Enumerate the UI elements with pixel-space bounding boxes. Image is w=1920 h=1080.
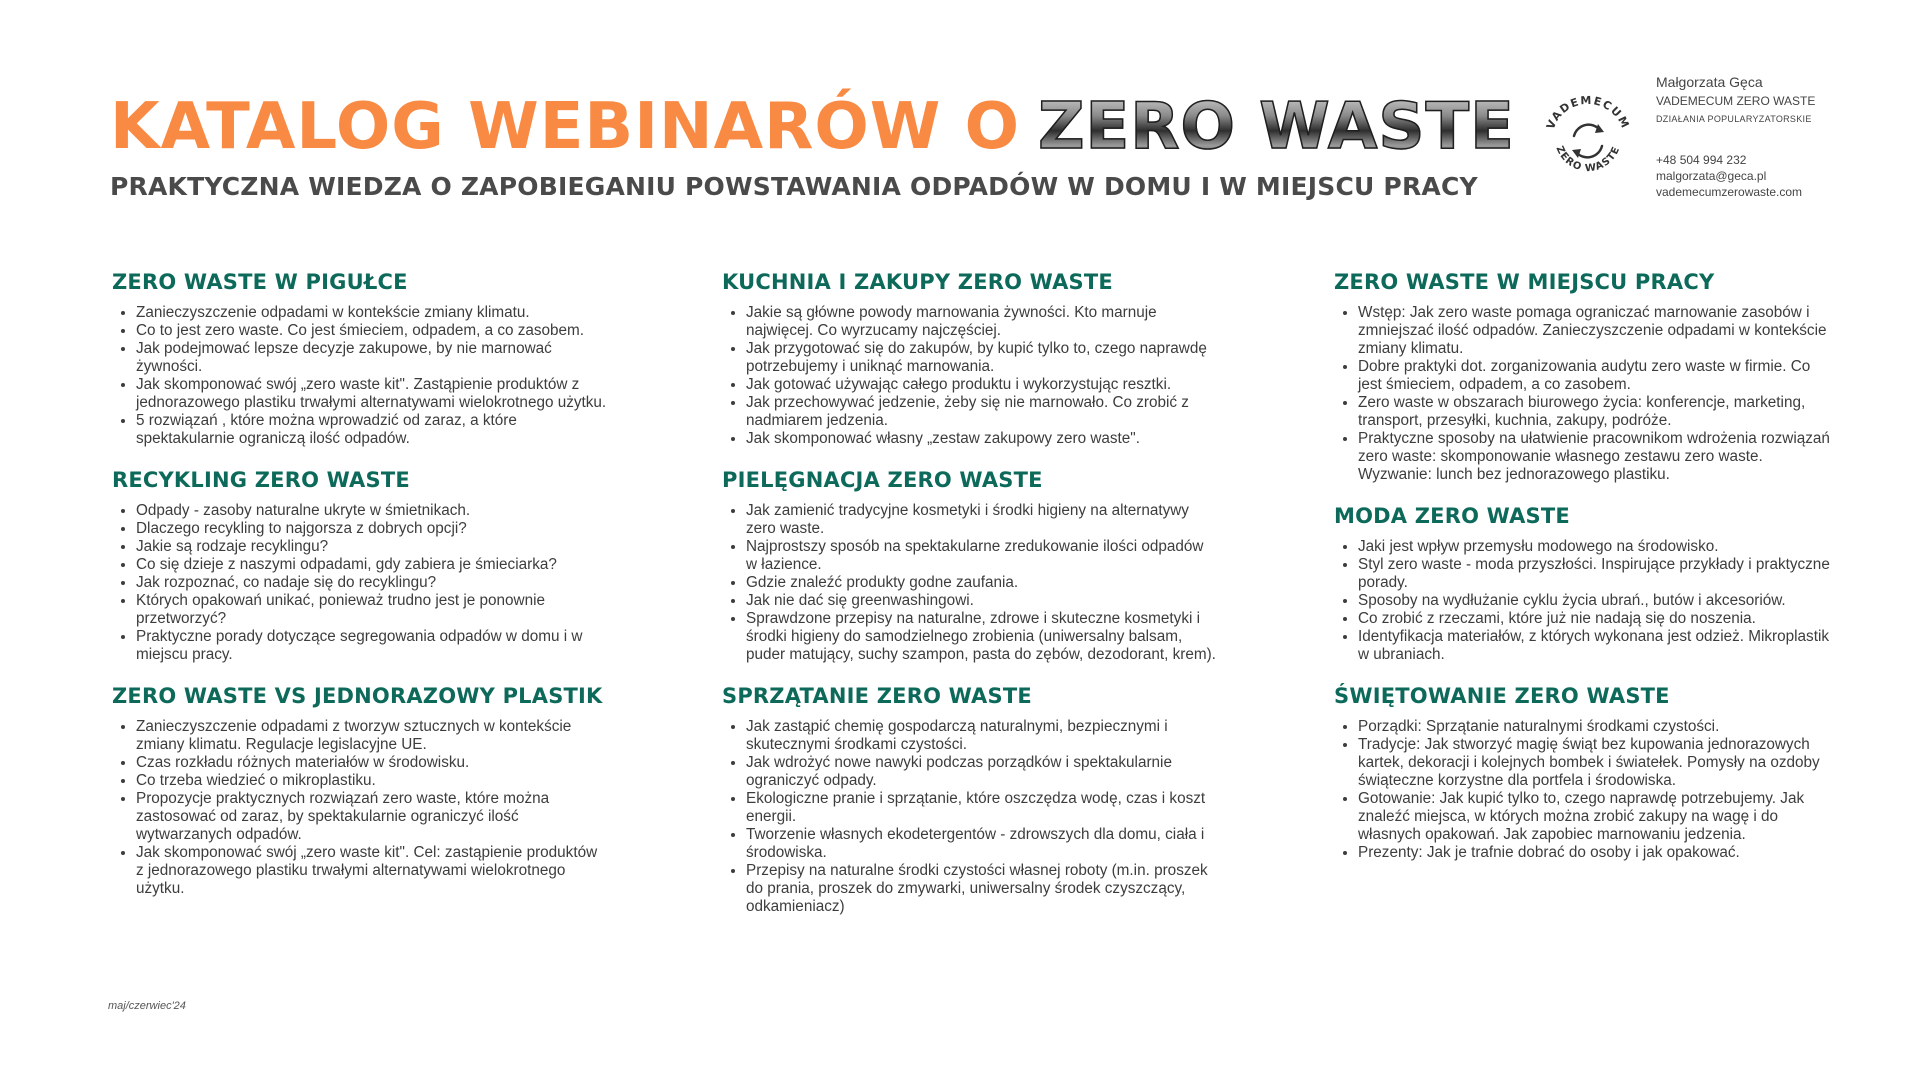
section-list [718,718,1218,916]
list-item: • Gotowanie: Jak kupić tylko to, czego naprawdę potrzebujemy. Jak znaleźć miejsca, w których można zrobić zakupy na wagę i do własnych opakowań. Jak zapobiec marnowaniu jedzenia. [1358,790,1830,844]
contact-website[interactable]: vademecumzerowaste.com [1656,185,1803,199]
section-list [108,304,608,448]
list-item: • Wstęp: Jak zero waste pomaga ograniczać marnowanie zasobów i zmniejszać ilość odpadów. Zanieczyszczenie odpadami w kontekście zmiany klimatu. [1358,304,1830,358]
section-heading: ZERO WASTE W MIEJSCU PRACY [1334,270,1715,294]
contact-email[interactable]: malgorzata@geca.pl [1656,169,1767,183]
page-header [110,90,1515,201]
list-item: • Styl zero waste - moda przyszłości. Inspirujące przykłady i praktyczne porady. [1358,556,1830,592]
section-heading: ZERO WASTE W PIGUŁCE [112,270,408,294]
section-list [1330,538,1830,664]
list-item: • Praktyczne sposoby na ułatwienie pracownikom wdrożenia rozwiązań zero waste: skomponowanie własnego zestawu zero waste. Wyzwanie: lunch bez jednorazowego plastiku. [1358,430,1830,484]
section-moda [1330,504,1830,664]
list-item: • Co się dzieje z naszymi odpadami, gdy zabiera je śmieciarka? [136,556,608,574]
list-item: • Jak rozpoznać, co nadaje się do recyklingu? [136,574,608,592]
list-item: • Zanieczyszczenie odpadami w kontekście zmiany klimatu. [136,304,608,322]
list-item: • Dlaczego recykling to najgorsza z dobrych opcji? [136,520,608,538]
section-list [718,304,1218,448]
section-heading: PIELĘGNACJA ZERO WASTE [722,468,1043,492]
section-pielegnacja [718,468,1218,664]
list-item: • Jaki jest wpływ przemysłu modowego na środowisko. [1358,538,1830,556]
list-item: • Sprawdzone przepisy na naturalne, zdrowe i skuteczne kosmetyki i środki higieny do samodzielnego zrobienia (uniwersalny balsam, puder matujący, suchy szampon, pasta do zębów, dezodorant, krem). [746,610,1218,664]
list-item: • Jak skomponować własny „zestaw zakupowy zero waste". [746,430,1218,448]
contact-org: VADEMECUM ZERO WASTE [1656,94,1816,108]
section-list [718,502,1218,664]
list-item: • Jak nie dać się greenwashingowi. [746,592,1218,610]
list-item: • Jak skomponować swój „zero waste kit". Cel: zastąpienie produktów z jednorazowego plastiku trwałymi alternatywami wielokrotnego użytku. [136,844,608,898]
list-item: • Tworzenie własnych ekodetergentów - zdrowszych dla domu, ciała i środowiska. [746,826,1218,862]
section-heading: ZERO WASTE VS JEDNORAZOWY PLASTIK [112,684,603,708]
list-item: • Jak przygotować się do zakupów, by kupić tylko to, czego naprawdę potrzebujemy i uniknąć marnowania. [746,340,1218,376]
page-subtitle: PRAKTYCZNA WIEDZA O ZAPOBIEGANIU POWSTAWANIA ODPADÓW W DOMU I W MIEJSCU PRACY [110,172,1478,201]
section-list [108,502,608,664]
section-sprzatanie [718,684,1218,916]
section-heading: MODA ZERO WASTE [1334,504,1570,528]
section-zero-waste-w-pigulce [108,270,608,448]
page-title [110,90,1515,164]
section-list [108,718,608,898]
section-list [1330,304,1830,484]
section-kuchnia-i-zakupy [718,270,1218,448]
recycle-arrows-icon [1572,124,1604,158]
list-item: • Praktyczne porady dotyczące segregowania odpadów w domu i w miejscu pracy. [136,628,608,664]
list-item: • Których opakowań unikać, ponieważ trudno jest je ponownie przetworzyć? [136,592,608,628]
list-item: • Tradycje: Jak stworzyć magię świąt bez kupowania jednorazowych kartek, dekoracji i kolejnych bombek i światełek. Pomysły na ozdoby świąteczne korzystne dla portfela i środowiska. [1358,736,1830,790]
title-main: KATALOG WEBINARÓW O [110,90,1021,164]
list-item: • Co zrobić z rzeczami, które już nie nadają się do noszenia. [1358,610,1830,628]
section-recykling-zero-waste [108,468,608,664]
contact-block [1656,74,1896,200]
list-item: • Identyfikacja materiałów, z których wykonana jest odzież. Mikroplastik w ubraniach. [1358,628,1830,664]
list-item: • Co trzeba wiedzieć o mikroplastiku. [136,772,608,790]
logo-top-text: VADEMECUM [1543,93,1633,132]
column-3 [1330,270,1830,882]
list-item: • Zero waste w obszarach biurowego życia: konferencje, marketing, transport, przesyłki, kuchnia, zakupy, podróże. [1358,394,1830,430]
list-item: • 5 rozwiązań , które można wprowadzić od zaraz, a które spektakularnie ograniczą ilość odpadów. [136,412,608,448]
list-item: • Porządki: Sprzątanie naturalnymi środkami czystości. [1358,718,1830,736]
section-miejsce-pracy [1330,270,1830,484]
column-2 [718,270,1218,936]
list-item: • Jak wdrożyć nowe nawyki podczas porządków i spektakularnie ograniczyć odpady. [746,754,1218,790]
list-item: • Jakie są główne powody marnowania żywności. Kto marnuje najwięcej. Co wyrzucamy najczęściej. [746,304,1218,340]
column-1 [108,270,608,918]
section-heading: RECYKLING ZERO WASTE [112,468,410,492]
svg-text:ZERO WASTE [1554,145,1623,175]
section-swietowanie [1330,684,1830,862]
list-item: • Jak zastąpić chemię gospodarczą naturalnymi, bezpiecznymi i skutecznymi środkami czystości. [746,718,1218,754]
contact-role: DZIAŁANIA POPULARYZATORSKIE [1656,114,1812,124]
contact-name: Małgorzata Gęca [1656,74,1763,90]
contact-phone: +48 504 994 232 [1656,153,1747,167]
list-item: • Prezenty: Jak je trafnie dobrać do osoby i jak opakować. [1358,844,1830,862]
list-item: • Jak zamienić tradycyjne kosmetyki i środki higieny na alternatywy zero waste. [746,502,1218,538]
list-item: • Zanieczyszczenie odpadami z tworzyw sztucznych w kontekście zmiany klimatu. Regulacje legislacyjne UE. [136,718,608,754]
section-heading: KUCHNIA I ZAKUPY ZERO WASTE [722,270,1113,294]
list-item: • Najprostszy sposób na spektakularne zredukowanie ilości odpadów w łazience. [746,538,1218,574]
list-item: • Jak gotować używając całego produktu i wykorzystując resztki. [746,376,1218,394]
list-item: • Co to jest zero waste. Co jest śmieciem, odpadem, a co zasobem. [136,322,608,340]
list-item: • Propozycje praktycznych rozwiązań zero waste, które można zastosować od zaraz, by spektakularnie ograniczyć ilość wytwarzanych odpadów. [136,790,608,844]
footer-date: maj/czerwiec'24 [108,1000,186,1012]
list-item: • Odpady - zasoby naturalne ukryte w śmietnikach. [136,502,608,520]
list-item: • Sposoby na wydłużanie cyklu życia ubrań., butów i akcesoriów. [1358,592,1830,610]
list-item: • Czas rozkładu różnych materiałów w środowisku. [136,754,608,772]
section-heading: ŚWIĘTOWANIE ZERO WASTE [1334,684,1670,708]
list-item: • Dobre praktyki dot. zorganizowania audytu zero waste w firmie. Co jest śmieciem, odpadem, a co zasobem. [1358,358,1830,394]
logo-bottom-text: ZERO WASTE [1553,144,1623,175]
list-item: • Jakie są rodzaje recyklingu? [136,538,608,556]
list-item: • Jak skomponować swój „zero waste kit". Zastąpienie produktów z jednorazowego plastiku trwałymi alternatywami wielokrotnego użytku. [136,376,608,412]
list-item: • Ekologiczne pranie i sprzątanie, które oszczędza wodę, czas i koszt energii. [746,790,1218,826]
list-item: • Gdzie znaleźć produkty godne zaufania. [746,574,1218,592]
list-item: • Jak podejmować lepsze decyzje zakupowe, by nie marnować żywności. [136,340,608,376]
title-highlight: ZERO WASTE [1038,90,1515,164]
section-heading: SPRZĄTANIE ZERO WASTE [722,684,1032,708]
section-list [1330,718,1830,862]
list-item: • Przepisy na naturalne środki czystości własnej roboty (m.in. proszek do prania, proszek do zmywarki, uniwersalny środek czyszczący, odkamieniacz) [746,862,1218,916]
vademecum-logo [1538,90,1638,190]
section-zero-waste-vs-plastik [108,684,608,898]
list-item: • Jak przechowywać jedzenie, żeby się nie marnowało. Co zrobić z nadmiarem jedzenia. [746,394,1218,430]
